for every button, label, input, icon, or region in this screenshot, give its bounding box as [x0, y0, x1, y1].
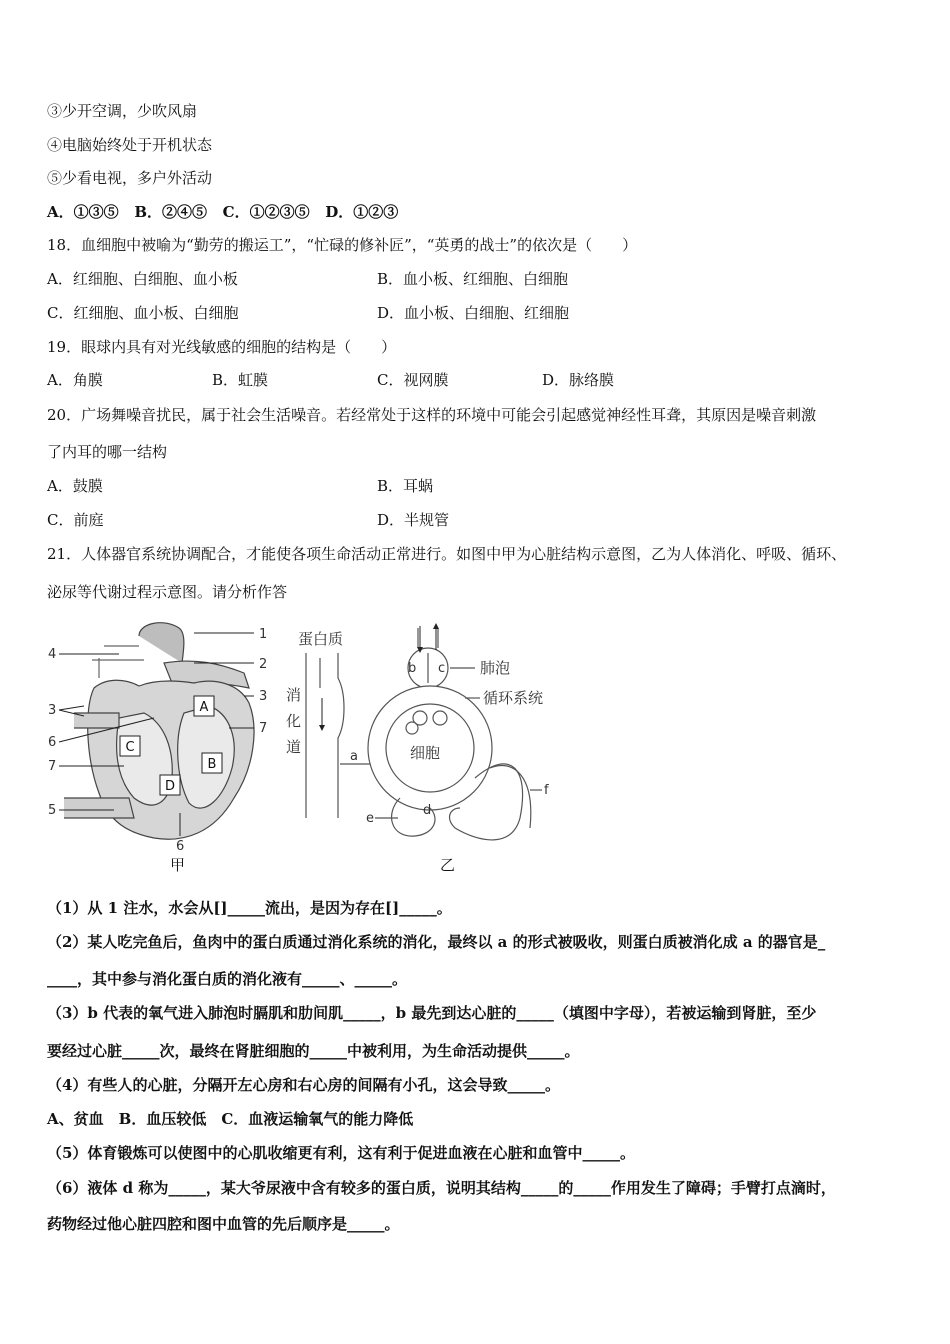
- q21-stem-line2: 泌尿等代谢过程示意图。请分析作答: [47, 583, 288, 601]
- label-b: b: [408, 661, 417, 676]
- label-tract-3: 道: [286, 738, 302, 756]
- q19-option-d: D．脉络膜: [542, 371, 615, 389]
- q21-sub-4-options: A、贫血 B．血压较低 C．血液运输氧气的能力降低: [47, 1110, 414, 1128]
- q21-sub-4: （4）有些人的心脏，分隔开左心房和右心房的间隔有小孔，这会导致_____。: [47, 1076, 560, 1094]
- label-a: a: [350, 749, 358, 764]
- heart-label-2: 2: [259, 657, 268, 672]
- heart-label-4: 4: [48, 647, 57, 662]
- q19-stem: 19．眼球内具有对光线敏感的细胞的结构是（ ）: [47, 338, 397, 356]
- chamber-label-d: D: [164, 779, 176, 794]
- chamber-label-b: B: [207, 757, 217, 772]
- figure-caption-yi: 乙: [440, 856, 456, 874]
- label-e: e: [366, 811, 374, 826]
- label-tract-2: 化: [286, 712, 302, 730]
- metabolism-diagram: [280, 618, 580, 876]
- q17-item-5: ⑤少看电视，多户外活动: [47, 169, 213, 187]
- q21-sub-3-line2: 要经过心脏_____次，最终在肾脏细胞的_____中被利用，为生命活动提供_____。: [47, 1042, 580, 1060]
- label-tract-1: 消: [286, 686, 302, 704]
- chamber-label-c: C: [125, 740, 135, 755]
- q17-item-4: ④电脑始终处于开机状态: [47, 136, 213, 154]
- label-circulation: 循环系统: [483, 689, 544, 707]
- q21-sub-6-line1: （6）液体 d 称为_____，某大爷尿液中含有较多的蛋白质，说明其结构_____的_____作用发生了障碍；手臂打点滴时，: [47, 1179, 836, 1197]
- heart-diagram: [44, 618, 284, 876]
- q18-stem: 18．血细胞中被喻为“勤劳的搬运工”，“忙碌的修补匠”，“英勇的战士”的依次是（ ）: [47, 236, 638, 254]
- heart-label-1: 1: [259, 627, 268, 642]
- q21-stem-line1: 21．人体器官系统协调配合，才能使各项生命活动正常进行。如图中甲为心脏结构示意图，乙为人体消化、呼吸、循环、: [47, 545, 847, 563]
- q20-option-d: D．半规管: [377, 511, 450, 529]
- q17-option-d: D．①②③: [325, 203, 399, 221]
- q20-option-b: B．耳蜗: [377, 477, 434, 495]
- q17-item-3: ③少开空调，少吹风扇: [47, 102, 198, 120]
- q17-option-a: A．①③⑤: [47, 203, 119, 221]
- q21-sub-3-line1: （3）b 代表的氧气进入肺泡时膈肌和肋间肌_____，b 最先到达心脏的_____（填图中字母），若被运输到肾脏，至少: [47, 1004, 817, 1022]
- label-d: d: [423, 803, 432, 818]
- q18-option-b: B．血小板、红细胞、白细胞: [377, 270, 569, 288]
- heart-label-3-right: 3: [259, 689, 268, 704]
- label-c: c: [438, 661, 446, 676]
- q20-option-a: A．鼓膜: [47, 477, 103, 495]
- q21-sub-5: （5）体育锻炼可以使图中的心肌收缩更有利，这有利于促进血液在心脏和血管中_____。: [47, 1144, 635, 1162]
- q21-sub-2-line2: ____，其中参与消化蛋白质的消化液有_____、_____。: [47, 970, 408, 988]
- heart-label-7-left: 7: [48, 759, 57, 774]
- q20-stem-line1: 20．广场舞噪音扰民，属于社会生活噪音。若经常处于这样的环境中可能会引起感觉神经性耳聋，其原因是噪音刺激: [47, 406, 817, 424]
- q19-option-c: C．视网膜: [377, 371, 449, 389]
- label-f: f: [544, 783, 549, 798]
- q21-sub-6-line2: 药物经过他心脏四腔和图中血管的先后顺序是_____。: [47, 1215, 400, 1233]
- q20-stem-line2: 了内耳的哪一结构: [47, 443, 168, 461]
- aorta-shape: [139, 623, 184, 663]
- q20-option-c: C．前庭: [47, 511, 104, 529]
- q17-option-c: C．①②③⑤: [222, 203, 310, 221]
- q19-option-a: A．角膜: [47, 371, 103, 389]
- heart-label-3-left: 3: [48, 703, 57, 718]
- label-protein: 蛋白质: [298, 630, 344, 648]
- q19-option-b: B．虹膜: [212, 371, 269, 389]
- q17-options: [47, 202, 398, 222]
- label-alveolus: 肺泡: [480, 659, 511, 677]
- heart-label-6-bottom: 6: [176, 839, 185, 854]
- q17-option-b: B．②④⑤: [134, 203, 207, 221]
- label-cell: 细胞: [410, 744, 441, 762]
- q18-option-d: D．血小板、白细胞、红细胞: [377, 304, 570, 322]
- chamber-label-a: A: [199, 700, 209, 715]
- q18-option-c: C．红细胞、血小板、白细胞: [47, 304, 239, 322]
- q21-sub-1: （1）从 1 注水，水会从[]_____流出，是因为存在[]_____。: [47, 899, 452, 917]
- heart-label-7-right: 7: [259, 721, 268, 736]
- heart-label-6-left: 6: [48, 735, 57, 750]
- figure-caption-jia: 甲: [170, 856, 186, 874]
- q18-option-a: A．红细胞、白细胞、血小板: [47, 270, 238, 288]
- heart-label-5: 5: [48, 803, 57, 818]
- q21-sub-2-line1: （2）某人吃完鱼后，鱼肉中的蛋白质通过消化系统的消化，最终以 a 的形式被吸收，则蛋白质被消化成 a 的器官是_: [47, 933, 826, 951]
